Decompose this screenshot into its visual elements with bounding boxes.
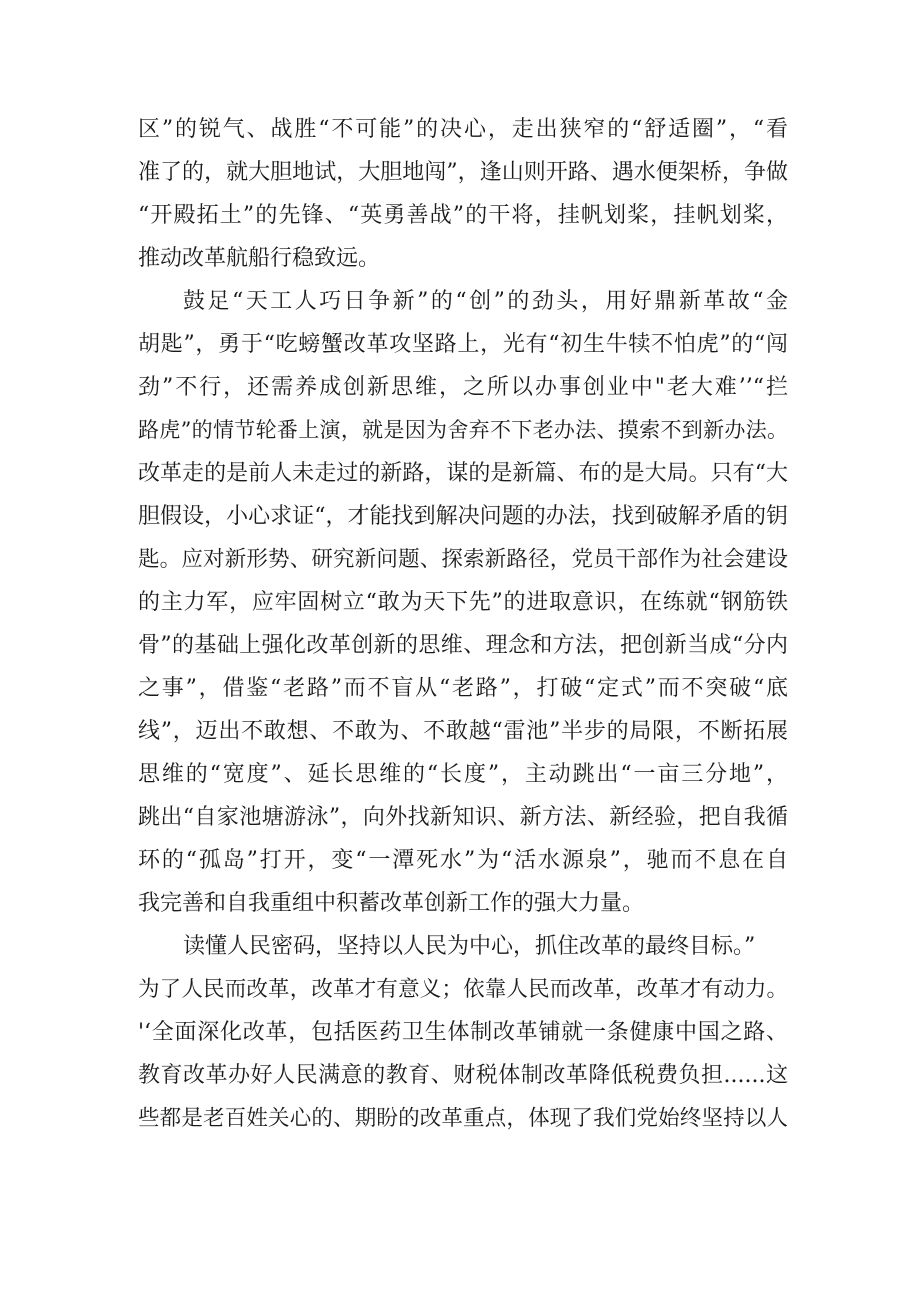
- body-text: [138, 108, 788, 1140]
- text-line: 的主力军，应牢固树立“敢为天下先”的进取意识，在练就“钢筋铁: [138, 590, 788, 615]
- text-line: 我完善和自我重组中积蓄改革创新工作的强大力量。: [138, 891, 645, 916]
- text-line: 教育改革办好人民满意的教育、财税体制改革降低税费负担......这: [138, 1063, 788, 1088]
- text-line: 些都是老百姓关心的、期盼的改革重点，体现了我们党始终坚持以人: [138, 1106, 788, 1131]
- text-line: 骨”的基础上强化改革创新的思维、理念和方法，把创新当成“分内: [138, 633, 788, 658]
- text-line: '‘全面深化改革，包括医药卫生体制改革铺就一条健康中国之路、: [138, 1020, 788, 1045]
- text-line: 改革走的是前人未走过的新路，谋的是新篇、布的是大局。只有“大: [138, 461, 788, 486]
- paragraph-3: [138, 925, 788, 1140]
- text-line: 思维的“宽度”、延长思维的“长度”，主动跳出“一亩三分地”，: [138, 762, 788, 787]
- text-line: 环的“孤岛”打开，变“一潭死水”为“活水源泉”，驰而不息在自: [138, 848, 788, 873]
- text-line: 线”，迈出不敢想、不敢为、不敢越“雷池”半步的局限，不断拓展: [138, 719, 788, 744]
- text-line: 为了人民而改革，改革才有意义；依靠人民而改革，改革才有动力。: [138, 977, 788, 1002]
- text-line: 路虎”的情节轮番上演，就是因为舍弃不下老办法、摸索不到新办法。: [138, 418, 788, 442]
- paragraph-2: [138, 280, 788, 925]
- text-line: 推动改革航船行稳致远。: [138, 246, 381, 271]
- paragraph-1: [138, 108, 788, 280]
- text-line: 读懂人民密码，坚持以人民为中心，抓住改革的最终目标。”: [183, 934, 756, 959]
- text-line: 之事”，借鉴“老路”而不盲从“老路”，打破“定式”而不突破“底: [138, 676, 788, 701]
- text-line: 胆假设，小心求证“，才能找到解决问题的办法，找到破解矛盾的钥: [138, 504, 788, 529]
- text-line: 区”的锐气、战胜“不可能”的决心，走出狭窄的“舒适圈”，“看: [138, 117, 788, 142]
- text-line: “开殿拓土”的先锋、“英勇善战”的干将，挂帆划桨，挂帆划桨，: [138, 203, 788, 228]
- text-line: 鼓足“天工人巧日争新”的“创”的劲头，用好鼎新革故“金: [183, 289, 788, 314]
- text-line: 劲”不行，还需养成创新思维，之所以办事创业中"老大难’’“拦: [138, 375, 788, 400]
- text-line: 胡匙”，勇于“吃螃蟹改革攻坚路上，光有“初生牛犊不怕虎”的“闯: [138, 332, 788, 357]
- text-line: 跳出“自家池塘游泳”，向外找新知识、新方法、新经验，把自我循: [138, 805, 788, 830]
- text-line: 准了的，就大胆地试，大胆地闯”，逢山则开路、遇水便架桥，争做: [138, 160, 788, 185]
- text-line: 匙。应对新形势、研究新问题、探索新路径，党员干部作为社会建设: [138, 547, 788, 572]
